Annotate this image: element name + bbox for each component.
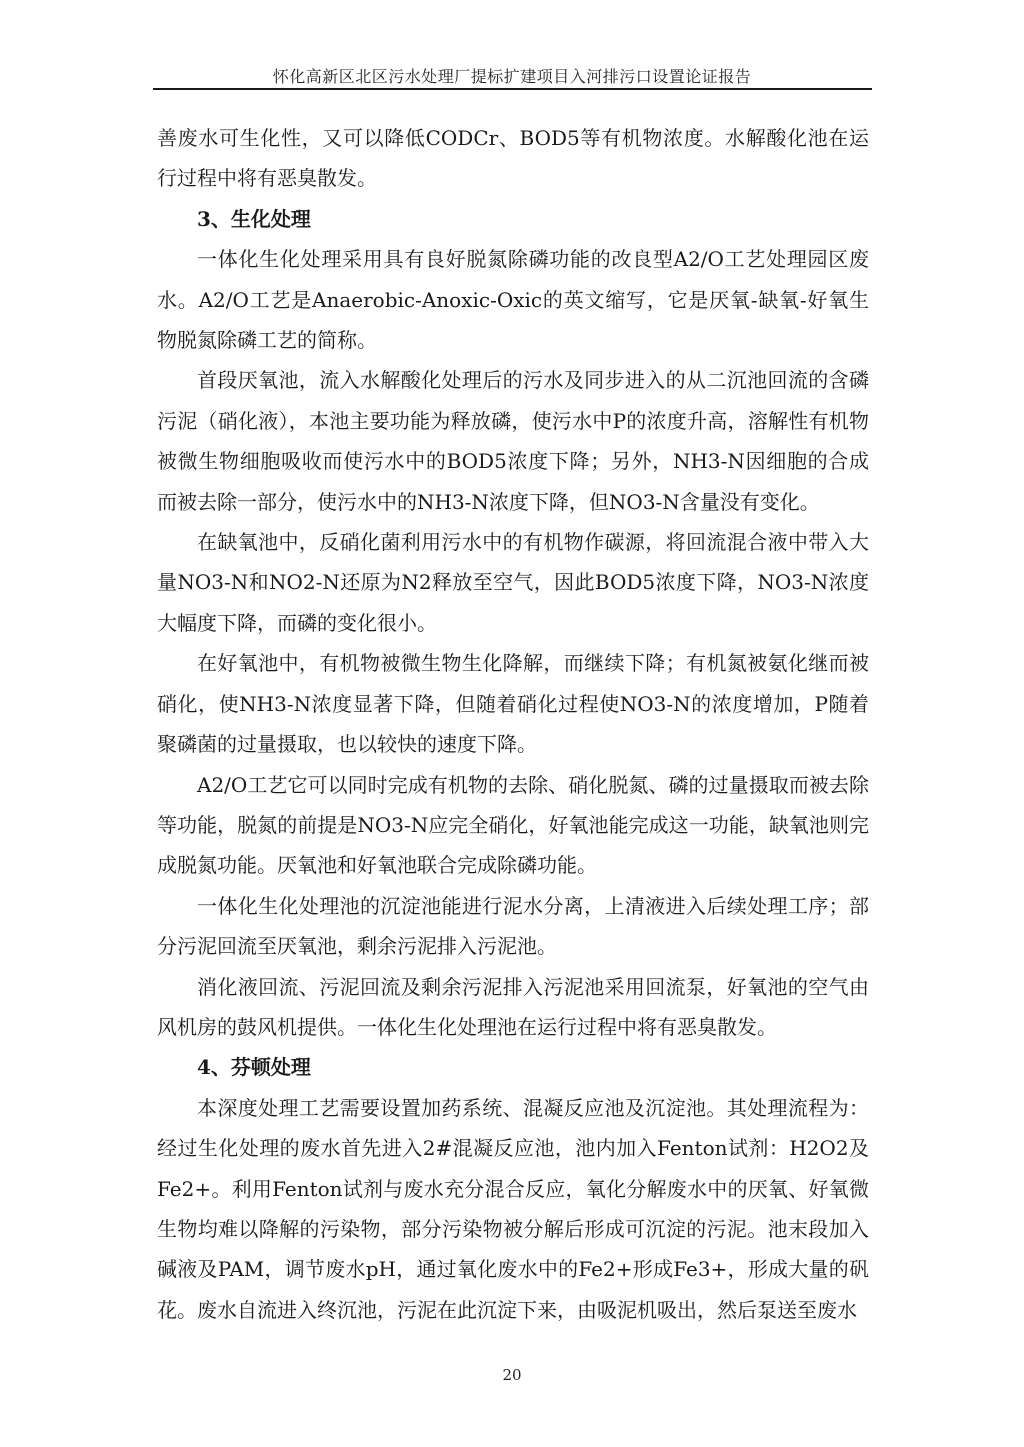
section-heading: 4、芬顿处理 bbox=[197, 1055, 311, 1080]
paragraph: 在好氧池中，有机物被微生物生化降解，而继续下降；有机氮被氨化继而被硝化，使NH3-N浓度显著下降，但随着硝化过程使NO3-N的浓度增加，P随着聚磷菌的过量摄取，也以较快的速度下降。 bbox=[157, 651, 869, 757]
header-rule bbox=[153, 88, 872, 90]
paragraph: 本深度处理工艺需要设置加药系统、混凝反应池及沉淀池。其处理流程为：经过生化处理的废水首先进入2#混凝反应池，池内加入Fenton试剂：H2O2及Fe2+。利用Fenton试剂与废水充分混合反应，氧化分解废水中的厌氧、好氧微生物均难以降解的污染物，部分污染物被分解后形成可沉淀的污泥。池末段加入碱液及PAM，调节废水pH，通过氧化废水中的Fe2+形成Fe3+，形成大量的矾花。废水自流进入终沉池，污泥在此沉淀下来，由吸泥机吸出，然后泵送至废水 bbox=[157, 1095, 869, 1322]
paragraph: 一体化生化处理池的沉淀池能进行泥水分离，上清液进入后续处理工序；部分污泥回流至厌氧池，剩余污泥排入污泥池。 bbox=[157, 893, 869, 959]
body-text bbox=[157, 118, 869, 1330]
paragraph: 善废水可生化性，又可以降低CODCr、BOD5等有机物浓度。水解酸化池在运行过程中将有恶臭散发。 bbox=[157, 126, 869, 191]
paragraph: A2/O工艺它可以同时完成有机物的去除、硝化脱氮、磷的过量摄取而被去除等功能，脱氮的前提是NO3-N应完全硝化，好氧池能完成这一功能，缺氧池则完成脱氮功能。厌氧池和好氧池联合完成除磷功能。 bbox=[157, 772, 869, 878]
paragraph: 在缺氧池中，反硝化菌利用污水中的有机物作碳源，将回流混合液中带入大量NO3-N和NO2-N还原为N2释放至空气，因此BOD5浓度下降，NO3-N浓度大幅度下降，而磷的变化很小。 bbox=[157, 530, 869, 635]
section-heading: 3、生化处理 bbox=[197, 206, 311, 231]
paragraph: 首段厌氧池，流入水解酸化处理后的污水及同步进入的从二沉池回流的含磷污泥（硝化液），本池主要功能为释放磷，使污水中P的浓度升高，溶解性有机物被微生物细胞吸收而使污水中的BOD5浓度下降；另外，NH3-N因细胞的合成而被去除一部分，使污水中的NH3-N浓度下降，但NO3-N含量没有变化。 bbox=[157, 368, 869, 514]
page-number: 20 bbox=[502, 1366, 522, 1384]
paragraph: 一体化生化处理采用具有良好脱氮除磷功能的改良型A2/O工艺处理园区废水。A2/O工艺是Anaerobic-Anoxic-Oxic的英文缩写，它是厌氧-缺氧-好氧生物脱氮除磷工艺的简称。 bbox=[157, 247, 869, 353]
running-header: 怀化高新区北区污水处理厂提标扩建项目入河排污口设置论证报告 bbox=[272, 67, 752, 86]
paragraph: 消化液回流、污泥回流及剩余污泥排入污泥池采用回流泵，好氧池的空气由风机房的鼓风机提供。一体化生化处理池在运行过程中将有恶臭散发。 bbox=[157, 974, 869, 1039]
